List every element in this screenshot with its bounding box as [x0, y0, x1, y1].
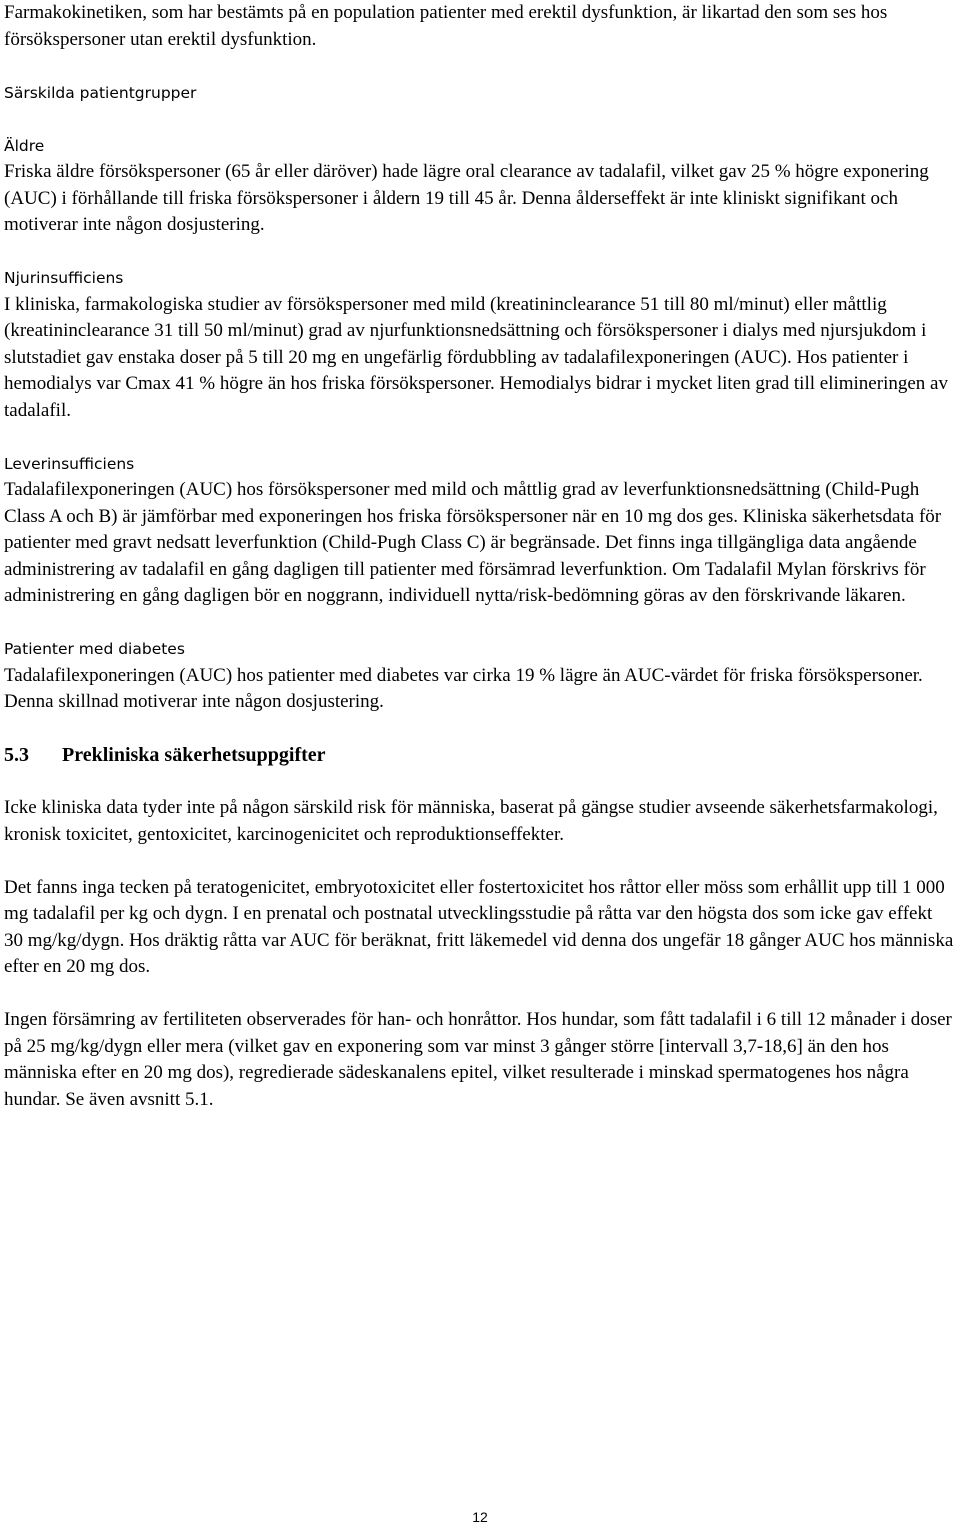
section-title: Prekliniska säkerhetsuppgifter [62, 744, 326, 766]
diabetes-paragraph: Tadalafilexponeringen (AUC) hos patienter med diabetes var cirka 19 % lägre än AUC-värdet för friska försökspersoner. Denna skillnad motiverar inte någon dosjustering. [4, 664, 923, 712]
preclinical-paragraph-1: Icke kliniska data tyder inte på någon särskild risk för människa, baserat på gängse studier avseende säkerhetsfarmakologi, kronisk toxicitet, gentoxicitet, karcinogenicitet och reproduktionseffekter. [4, 797, 938, 845]
preclinical-paragraph-3: Ingen försämring av fertiliteten observerades för han- och honråttor. Hos hundar, som fått tadalafil i 6 till 12 månader i doser på 25 mg/kg/dygn eller mera (vilket gav en exponering som var minst 3 gånger större [intervall 3,7-18,6] än den hos människa efter en 20 mg dos), regredierade sädeskanalens epitel, vilket resulterade i minskad spermatogenes hos några hundar. Se även avsnitt 5.1. [4, 1009, 952, 1110]
renal-paragraph: I kliniska, farmakologiska studier av försökspersoner med mild (kreatininclearance 51 till 80 ml/minut) eller måttlig (kreatininclearance 31 till 50 ml/minut) grad av njurfunktionsnedsättning och försökspersoner i dialys med njursjukdom i slutstadiet gav enstaka doser på 5 till 20 mg en ungefärlig fördubbling av tadalafilexponeringen (AUC). Hos patienter i hemodialys var Cmax 41 % högre än hos friska försökspersoner. Hemodialys bidrar i mycket liten grad till elimineringen av tadalafil. [4, 293, 948, 421]
special-groups-heading: Särskilda patientgrupper [4, 83, 197, 102]
hepatic-heading: Leverinsufficiens [4, 454, 135, 473]
hepatic-paragraph: Tadalafilexponeringen (AUC) hos försökspersoner med mild och måttlig grad av leverfunktionsnedsättning (Child-Pugh Class A och B) är jämförbar med exponeringen hos friska försökspersoner när en 10 mg dos ges. Kliniska säkerhetsdata för patienter med gravt nedsatt leverfunktion (Child-Pugh Class C) är begränsade. Det finns inga tillgängliga data angående administrering av tadalafil en gång dagligen till patienter med försämrad leverfunktion. Om Tadalafil Mylan förskrivs för administrering en gång dagligen bör en noggrann, individuell nytta/risk-bedömning göras av den förskrivande läkaren. [4, 479, 942, 606]
renal-heading: Njurinsufficiens [4, 269, 124, 287]
elderly-heading: Äldre [4, 136, 45, 155]
elderly-paragraph: Friska äldre försökspersoner (65 år eller däröver) hade lägre oral clearance av tadalafil, vilket gav 25 % högre exponering (AUC) i förhållande till friska försökspersoner i åldern 19 till 45 år. Denna ålderseffekt är inte kliniskt signifikant och motiverar inte någon dosjustering. [4, 161, 929, 235]
document-page [4, 0, 954, 1113]
section-number: 5.3 [4, 744, 29, 766]
preclinical-paragraph-2: Det fanns inga tecken på teratogenicitet, embryotoxicitet eller fostertoxicitet hos råttor eller möss som erhållit upp till 1 000 mg tadalafil per kg och dygn. I en prenatal och postnatal utvecklingsstudie på råtta var den högsta dos som icke gav effekt 30 mg/kg/dygn. Hos dräktig råtta var AUC för beräknat, fritt läkemedel vid denna dos ungefär 18 gånger AUC hos människa efter en 20 mg dos. [4, 876, 954, 977]
page-number: 12 [472, 1509, 488, 1525]
section-heading [4, 742, 954, 769]
intro-paragraph: Farmakokinetiken, som har bestämts på en population patienter med erektil dysfunktion, är likartad den som ses hos försökspersoner utan erektil dysfunktion. [4, 2, 888, 50]
diabetes-heading: Patienter med diabetes [4, 640, 185, 658]
